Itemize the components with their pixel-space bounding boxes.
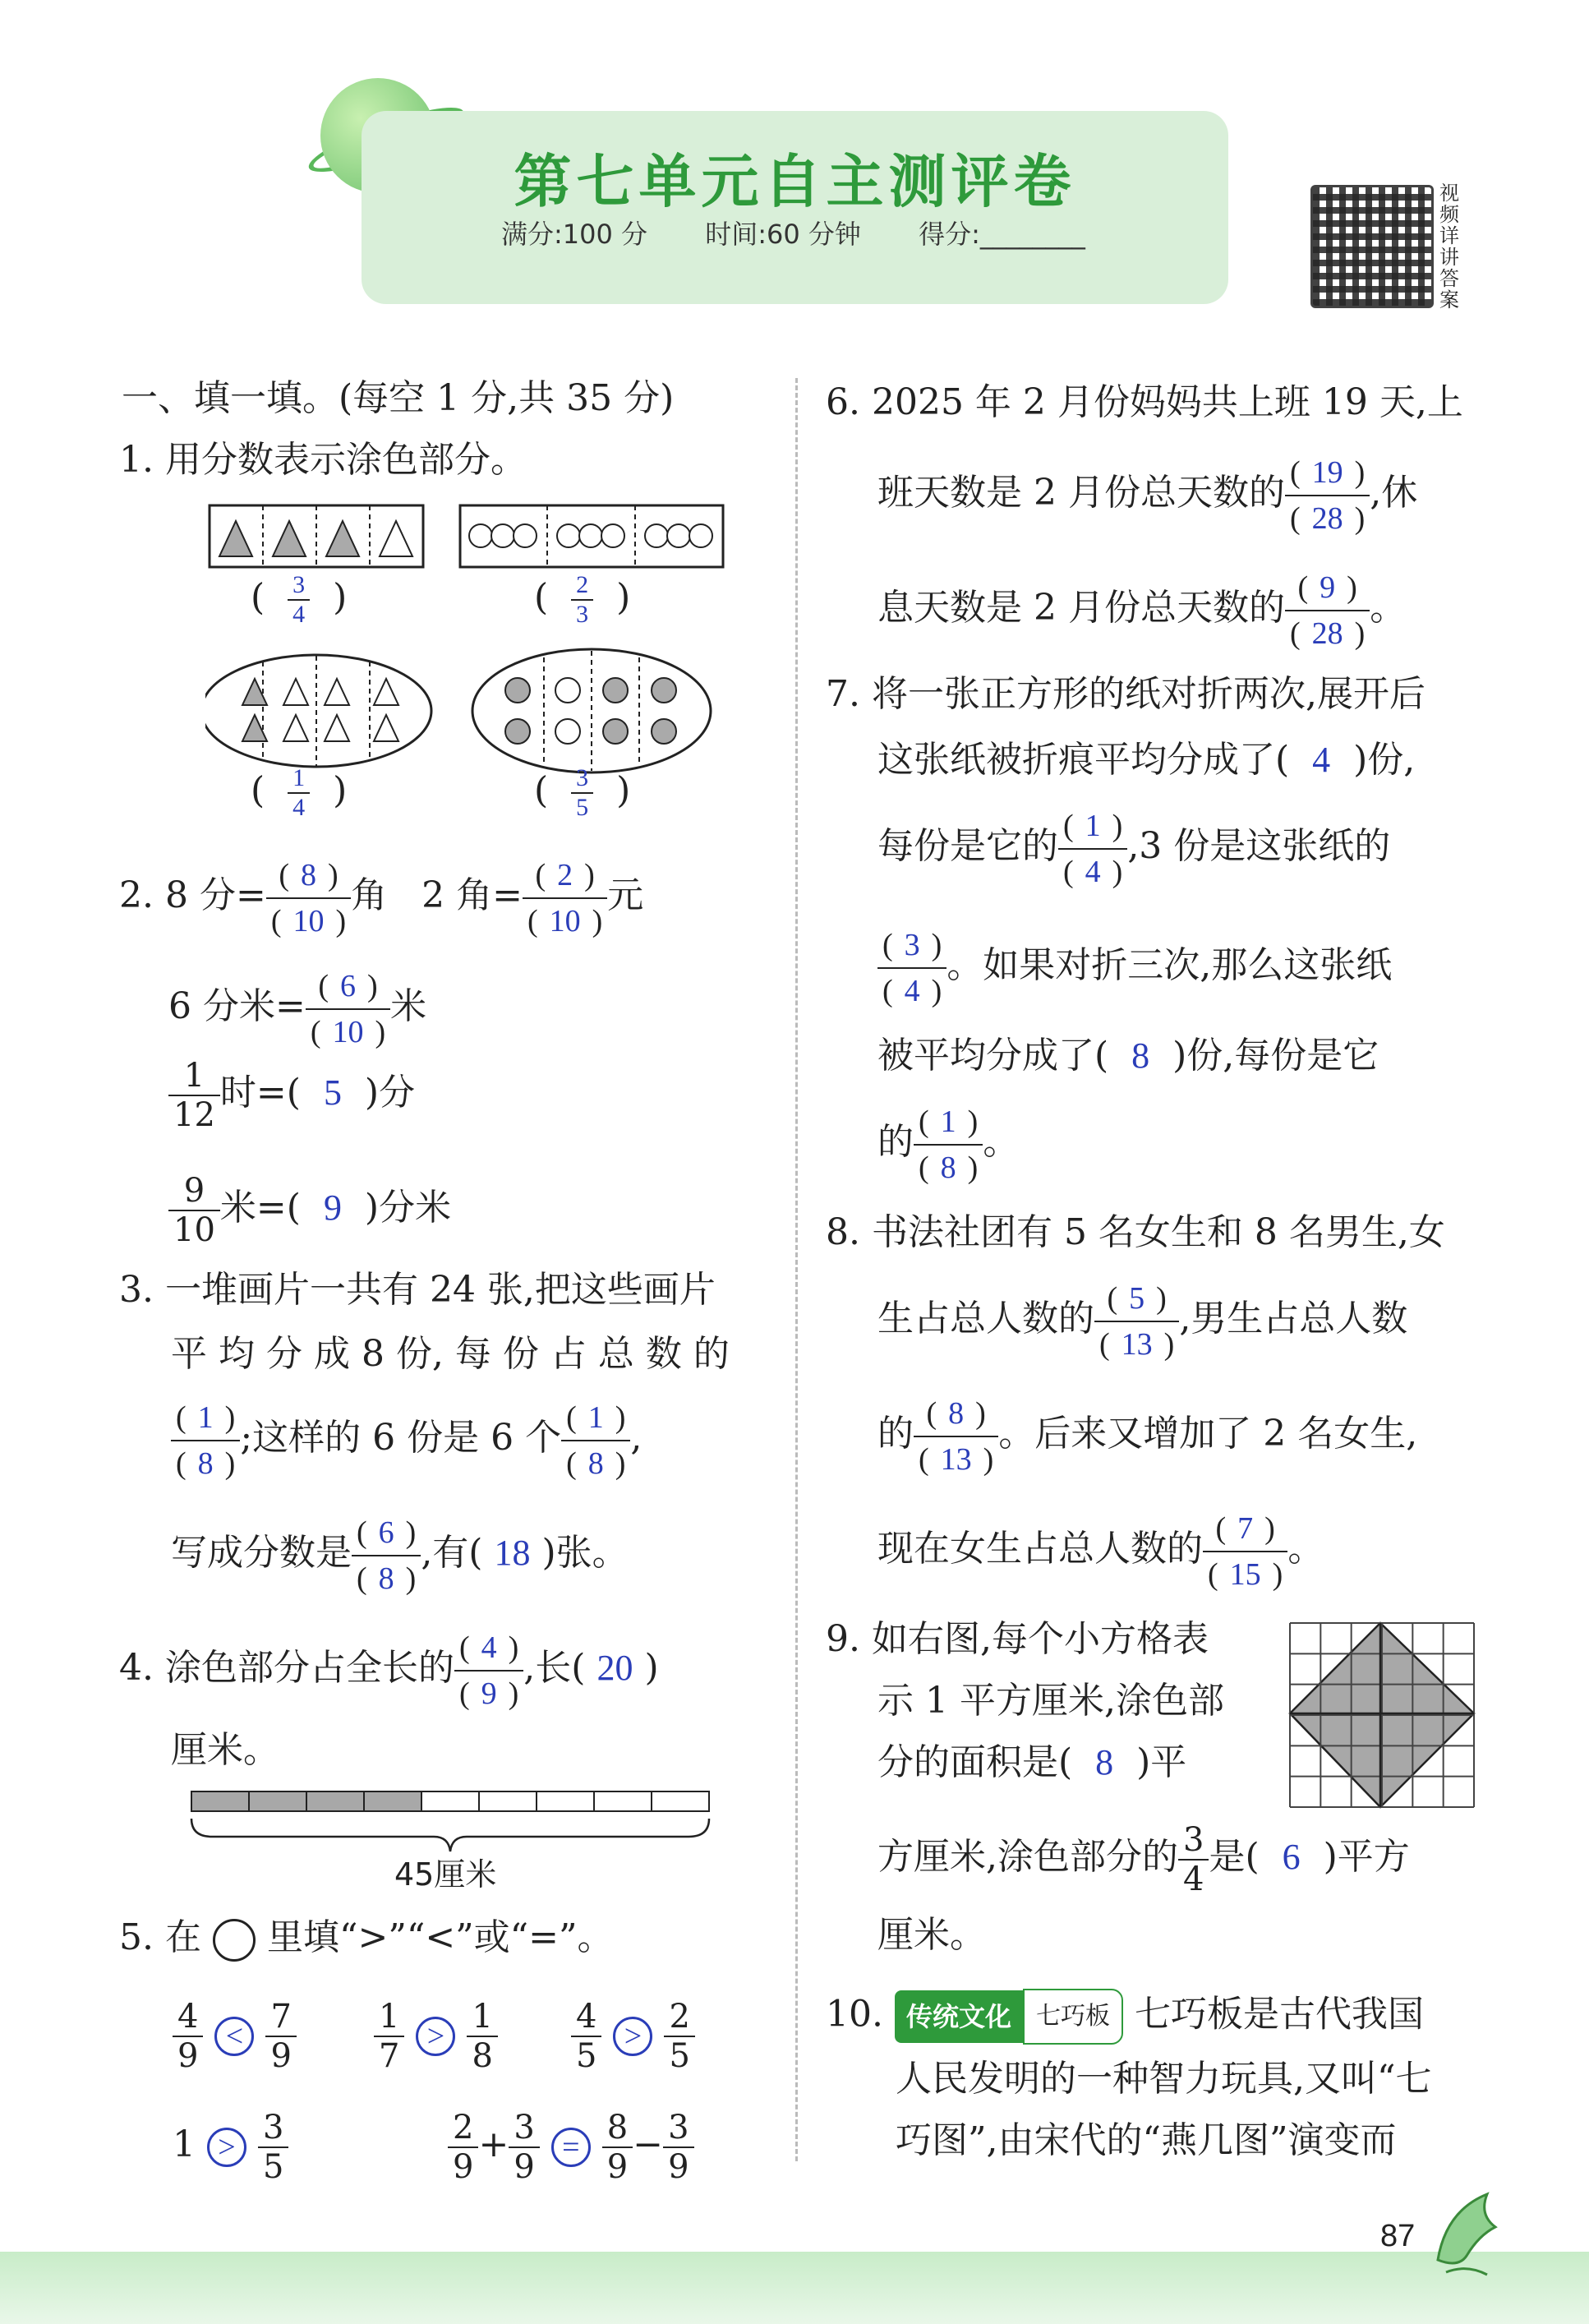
q4-bar-label: 45厘米	[394, 1856, 497, 1893]
q1-figure-triangles-rect	[210, 505, 423, 567]
q1-figure-circles-rect	[460, 505, 723, 567]
q7-line-3: 每份是它的 ( 1 ) ( 4 ) ,3 份是这张纸的	[877, 801, 1390, 894]
dolphin-icon	[1421, 2178, 1512, 2285]
q7-line-2: 这张纸被折痕平均分成了( 4 )份,	[877, 739, 1416, 781]
page-number: 87	[1380, 2219, 1416, 2253]
q2-row-1: 2. 8 分= ( 8 ) ( 10 ) 角 2 角= ( 2 ) ( 10 ) 元	[119, 851, 643, 943]
q1-answer-1: ( $\frac{3}{4}$ )	[251, 571, 348, 628]
q9-grid-figure	[1286, 1619, 1483, 1816]
column-divider	[795, 378, 798, 2161]
q3-line-4: 写成分数是 ( 6 ) ( 8 ) ,有( 18 )张。	[171, 1508, 629, 1601]
q1-figure-circles-ellipse	[472, 649, 711, 772]
q2-row-4: $\frac{9}{10}$ 米=( 9 )分米	[168, 1167, 451, 1249]
q4-line-2: 厘米。	[171, 1729, 279, 1771]
page-title: 第七单元自主测评卷	[514, 148, 1076, 215]
q4-line-1: 4. 涂色部分占全长的 ( 4 ) ( 9 ) ,长( 20 )	[119, 1623, 659, 1716]
q9-line-2: 示 1 平方厘米,涂色部	[877, 1680, 1224, 1722]
score-blank: 得分:________	[919, 219, 1085, 250]
q10-line-1: 10. 传统文化 七巧板 七巧板是古代我国	[826, 1989, 1424, 2045]
q5-item-5: $\frac{2}{9}$ + $\frac{3}{9}$ = $\frac{8}{9}$ − $\frac{3}{9}$	[448, 2100, 694, 2190]
q9-line-3: 分的面积是( 8 )平	[877, 1741, 1187, 1783]
q1-answer-3: ( $\frac{1}{4}$ )	[251, 764, 348, 821]
q3-line-1: 3. 一堆画片一共有 24 张,把这些画片	[119, 1269, 716, 1311]
q7-line-5: 被平均分成了( 8 )份,每份是它	[877, 1035, 1379, 1077]
q9-line-5: 厘米。	[877, 1914, 986, 1956]
bar-segment	[652, 1791, 709, 1811]
time-limit: 时间:60 分钟	[705, 219, 861, 250]
q5-instruction: 5. 在 里填“>”“<”或“=”。	[119, 1913, 614, 1962]
score-info	[501, 214, 1135, 251]
tag-traditional-culture: 传统文化	[895, 1990, 1023, 2043]
q5-item-1: $\frac{4}{9}$ < $\frac{7}{9}$	[173, 1989, 297, 2079]
q9-line-1: 9. 如右图,每个小方格表	[826, 1618, 1209, 1660]
q5-item-4: 1 > $\frac{3}{5}$	[173, 2100, 288, 2190]
q7-line-6: 的 ( 1 ) ( 8 ) 。	[877, 1097, 1019, 1190]
q6-line-2: 班天数是 2 月份总天数的 ( 19 ) ( 28 ) ,休	[877, 448, 1417, 541]
q6-line-1: 6. 2025 年 2 月份妈妈共上班 19 天,上	[826, 381, 1463, 423]
q10-line-2: 人民发明的一种智力玩具,又叫“七	[896, 2058, 1432, 2100]
q7-line-1: 7. 将一张正方形的纸对折两次,展开后	[826, 673, 1425, 715]
qr-label: 视频详讲答案	[1439, 182, 1459, 311]
q6-line-3: 息天数是 2 月份总天数的 ( 9 ) ( 28 ) 。	[877, 563, 1406, 656]
empty-circle-icon	[213, 1919, 256, 1962]
q5-item-2: $\frac{1}{7}$ > $\frac{1}{8}$	[374, 1989, 498, 2079]
bar-segment	[249, 1791, 306, 1811]
q8-line-1: 8. 书法社团有 5 名女生和 8 名男生,女	[826, 1211, 1445, 1253]
section-heading: 一、填一填。(每空 1 分,共 35 分)	[122, 377, 675, 419]
bar-segment	[191, 1791, 249, 1811]
q5-item-3: $\frac{4}{5}$ > $\frac{2}{5}$	[571, 1989, 695, 2079]
q8-line-3: 的 ( 8 ) ( 13 ) 。后来又增加了 2 名女生,	[877, 1389, 1417, 1482]
full-score: 满分:100 分	[501, 219, 648, 250]
bar-segment	[537, 1791, 594, 1811]
q1-answer-2: ( $\frac{2}{3}$ )	[534, 571, 631, 628]
q8-line-4: 现在女生占总人数的 ( 7 ) ( 15 ) 。	[877, 1504, 1324, 1597]
q2-row-2: 6 分米= ( 6 ) ( 10 ) 米	[168, 961, 426, 1054]
q9-line-4: 方厘米,涂色部分的 $\frac{3}{4}$ 是( 6 )平方	[877, 1820, 1410, 1898]
q2-row-3: $\frac{1}{12}$ 时=( 5 )分	[168, 1052, 415, 1134]
q3-line-2: 平 均 分 成 8 份, 每 份 占 总 数 的	[171, 1333, 730, 1375]
q10-line-3: 巧图”,由宋代的“燕几图”演变而	[896, 2119, 1397, 2161]
qr-code[interactable]	[1310, 185, 1434, 308]
bar-segment	[594, 1791, 652, 1811]
q1-answer-4: ( $\frac{3}{5}$ )	[534, 764, 631, 821]
title-banner	[362, 111, 1228, 304]
q3-line-3: ( 1 ) ( 8 ) ;这样的 6 份是 6 个 ( 1 ) ( 8 ) ,	[171, 1393, 642, 1486]
q1-text: 1. 用分数表示涂色部分。	[119, 439, 527, 481]
bar-segment	[421, 1791, 479, 1811]
bar-segment	[479, 1791, 537, 1811]
q7-line-4: ( 3 ) ( 4 ) 。如果对折三次,那么这张纸	[877, 920, 1392, 1013]
q1-figure-triangles-ellipse	[205, 655, 431, 767]
bar-segment	[364, 1791, 421, 1811]
footer-band	[0, 2252, 1589, 2324]
q8-line-2: 生占总人数的 ( 5 ) ( 13 ) ,男生占总人数	[877, 1274, 1407, 1367]
bar-segment	[306, 1791, 364, 1811]
tag-tangram: 七巧板	[1023, 1989, 1123, 2045]
